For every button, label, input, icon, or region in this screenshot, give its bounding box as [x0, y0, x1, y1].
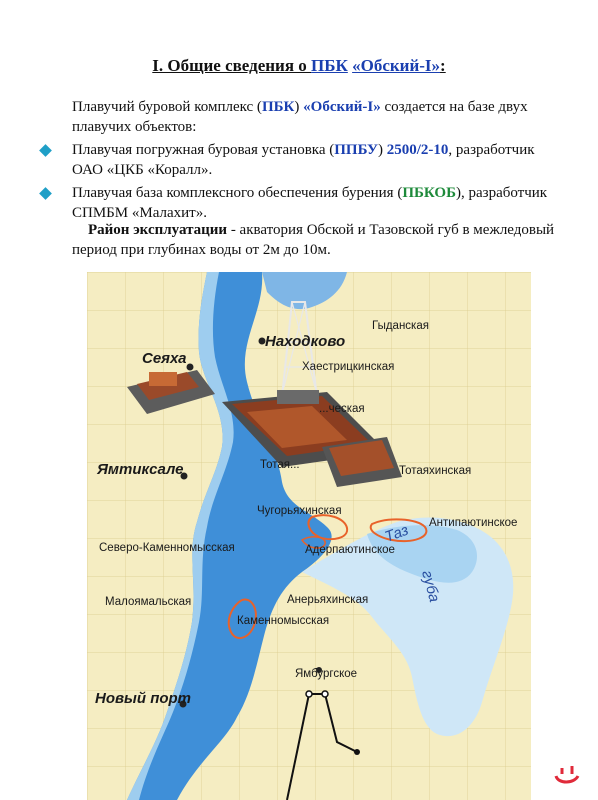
label-gulf: губа: [418, 568, 443, 604]
bullet-2-line-2: СПМБМ «Малахит».: [72, 205, 207, 221]
title-abbr: ПБК: [311, 56, 348, 75]
region-line-1: [88, 221, 583, 240]
bullet-2-abbr: ПБКОБ: [402, 185, 456, 201]
label-aneryakhinskaya: Анерьяхинская: [287, 594, 369, 606]
label-taz-fragment: Таз: [382, 521, 411, 546]
bullet-1-model: 2500/2-10: [386, 142, 449, 158]
label-nakhodkovo: Находково: [265, 333, 346, 350]
diamond-bullet-icon: [39, 144, 52, 157]
region-line-2: период при глубинах воды от 2м до 10м.: [72, 242, 331, 258]
pipeline-node: [322, 691, 328, 697]
label-novy-port: Новый порт: [95, 690, 192, 707]
label-aderpayutinskoe: Адерпаютинское: [305, 544, 395, 556]
bullet-2-line-1: [72, 184, 582, 203]
label-maloyamalskaya: Малоямальская: [105, 596, 192, 608]
intro-line-1: [72, 98, 572, 117]
label-khaestritskinskaya: Хаестрицкинская: [302, 361, 395, 373]
bullet-1-line-2: ОАО «ЦКБ «Коралл».: [72, 162, 213, 178]
label-field-partial: ...ческая: [319, 403, 365, 415]
town-marker-seyakha: [187, 364, 194, 371]
label-yamtiksale: Ямтиксале: [97, 461, 184, 478]
ob-gulf-map: [87, 272, 531, 800]
intro-text-1: Плавучий буровой комплекс (: [72, 99, 262, 115]
bullet-2-text-2: ), разработчик: [455, 185, 548, 201]
label-totaya-partial: Тотая...: [260, 459, 300, 471]
diamond-bullet-icon: [39, 187, 52, 200]
label-yamburgskoe: Ямбургское: [295, 668, 358, 680]
corner-stamp-icon: [552, 762, 582, 788]
bullet-1-text-3: , разработчик: [448, 142, 535, 158]
intro-line-2: плавучих объектов:: [72, 119, 197, 135]
title-suffix: :: [440, 56, 446, 75]
intro-text-2: ): [294, 99, 304, 115]
title-name: «Обский-I»: [352, 56, 441, 75]
label-severo-kamennomysskaya: Северо-Каменномысская: [99, 542, 235, 554]
intro-abbr: ПБК: [261, 99, 295, 115]
label-seyakha: Сеяха: [142, 350, 187, 367]
label-antipayutinskoe: Антипаютинское: [429, 517, 518, 529]
bullet-1-text-2: ): [378, 142, 387, 158]
pipeline-node: [354, 749, 360, 755]
label-kamennomysskaya: Каменномысская: [237, 615, 330, 627]
bullet-1-text-1: Плавучая погружная буровая установка (: [72, 142, 335, 158]
page-title: [0, 56, 598, 76]
region-text-1: - акватория Обской и Тазовской губ в межледовый: [227, 222, 555, 238]
intro-name: «Обский-I»: [303, 99, 381, 115]
title-prefix: I. Общие сведения о: [152, 56, 312, 75]
region-label: Район эксплуатации: [88, 222, 228, 238]
intro-text-3: создается на базе двух: [380, 99, 528, 115]
label-totayakhinskaya: Тотаяхинская: [399, 465, 472, 477]
bullet-2-text-1: Плавучая база комплексного обеспечения бурения (: [72, 185, 403, 201]
bullet-1-line-1: [72, 141, 582, 160]
label-chugoryakhinskaya: Чугорьяхинская: [257, 505, 342, 517]
bullet-1-abbr: ППБУ: [334, 142, 378, 158]
label-gydanskaya: Гыданская: [372, 320, 429, 332]
pipeline-node: [306, 691, 312, 697]
